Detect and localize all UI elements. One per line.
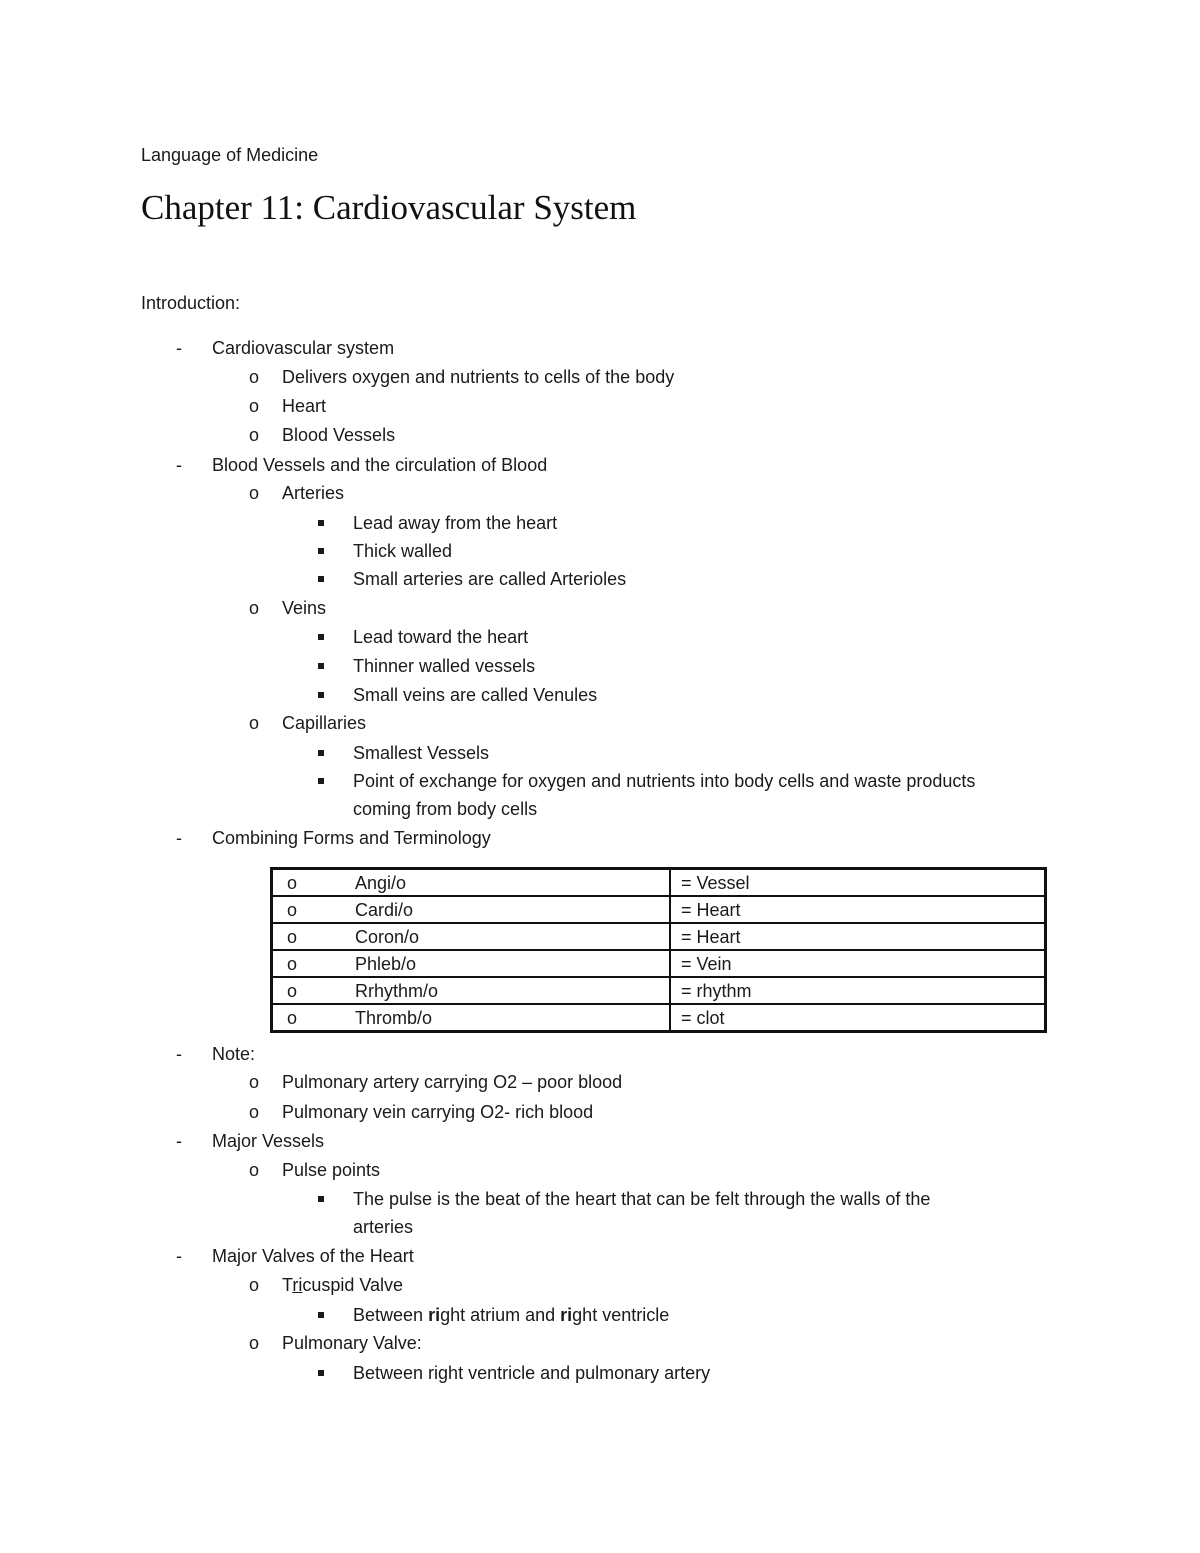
list-item: Major Vessels xyxy=(212,1131,325,1151)
list-item-continuation: coming from body cells xyxy=(353,799,538,819)
meaning-cell: = Heart xyxy=(670,923,1046,950)
chapter-title: Chapter 11: Cardiovascular System xyxy=(141,188,637,227)
meaning-cell: = Vessel xyxy=(670,869,1046,897)
list-item: Cardiovascular system xyxy=(212,338,395,358)
combining-form: Phleb/o xyxy=(355,954,417,974)
combining-form: Cardi/o xyxy=(355,900,414,920)
dash-bullet: - xyxy=(176,455,182,475)
square-bullet xyxy=(318,684,328,706)
circle-bullet: o xyxy=(249,1160,260,1180)
list-item: Blood Vessels xyxy=(282,425,396,445)
dash-bullet: - xyxy=(176,1044,182,1064)
list-item: Thinner walled vessels xyxy=(353,656,536,676)
term-cell xyxy=(272,896,671,923)
circle-bullet: o xyxy=(249,396,260,416)
meaning-cell: = Vein xyxy=(670,950,1046,977)
list-item: Arteries xyxy=(282,483,345,503)
circle-bullet: o xyxy=(287,873,298,893)
list-item-continuation: arteries xyxy=(353,1217,414,1237)
circle-bullet: o xyxy=(249,1333,260,1353)
square-bullet xyxy=(318,626,328,648)
circle-bullet: o xyxy=(249,598,260,618)
list-item: Smallest Vessels xyxy=(353,743,490,763)
list-item: Delivers oxygen and nutrients to cells of the body xyxy=(282,367,675,387)
list-item: Major Valves of the Heart xyxy=(212,1246,414,1266)
meaning-cell: = Heart xyxy=(670,896,1046,923)
dash-bullet: - xyxy=(176,828,182,848)
term-cell xyxy=(272,977,671,1004)
list-item: Point of exchange for oxygen and nutrients into body cells and waste products xyxy=(353,771,976,791)
list-item: Small veins are called Venules xyxy=(353,685,598,705)
list-item: Between right atrium and right ventricle xyxy=(353,1305,670,1325)
section-heading: Introduction: xyxy=(141,293,241,313)
combining-form: Coron/o xyxy=(355,927,420,947)
circle-bullet: o xyxy=(249,713,260,733)
table-row xyxy=(272,896,1046,923)
list-item: Pulse points xyxy=(282,1160,381,1180)
list-item: Heart xyxy=(282,396,327,416)
circle-bullet: o xyxy=(287,981,298,1001)
list-item: Pulmonary vein carrying O2- rich blood xyxy=(282,1102,594,1122)
circle-bullet: o xyxy=(287,927,298,947)
square-bullet xyxy=(318,1362,328,1384)
combining-form: Angi/o xyxy=(355,873,407,893)
term-cell xyxy=(272,950,671,977)
square-bullet xyxy=(318,770,328,792)
circle-bullet: o xyxy=(249,1275,260,1295)
list-item: Small arteries are called Arterioles xyxy=(353,569,627,589)
combining-form: Thromb/o xyxy=(355,1008,433,1028)
list-item: Note: xyxy=(212,1044,256,1064)
circle-bullet: o xyxy=(287,900,298,920)
list-item: Combining Forms and Terminology xyxy=(212,828,491,848)
combining-forms-table xyxy=(270,867,1047,1033)
circle-bullet: o xyxy=(249,425,260,445)
meaning-cell: = clot xyxy=(670,1004,1046,1032)
circle-bullet: o xyxy=(249,1102,260,1122)
list-item: Pulmonary Valve: xyxy=(282,1333,422,1353)
list-item: Lead toward the heart xyxy=(353,627,529,647)
table-row xyxy=(272,950,1046,977)
square-bullet xyxy=(318,742,328,764)
square-bullet xyxy=(318,568,328,590)
list-item: Lead away from the heart xyxy=(353,513,558,533)
dash-bullet: - xyxy=(176,338,182,358)
circle-bullet: o xyxy=(287,1008,298,1028)
table-row xyxy=(272,869,1046,897)
square-bullet xyxy=(318,512,328,534)
list-item: Between right ventricle and pulmonary artery xyxy=(353,1363,711,1383)
list-item: Capillaries xyxy=(282,713,367,733)
term-cell xyxy=(272,923,671,950)
list-item-tricuspid: Tricuspid Valve xyxy=(282,1275,404,1295)
table-row xyxy=(272,1004,1046,1032)
circle-bullet: o xyxy=(249,483,260,503)
circle-bullet: o xyxy=(249,367,260,387)
table-row xyxy=(272,923,1046,950)
circle-bullet: o xyxy=(249,1072,260,1092)
list-item: Blood Vessels and the circulation of Blood xyxy=(212,455,548,475)
square-bullet xyxy=(318,655,328,677)
list-item: Pulmonary artery carrying O2 – poor blood xyxy=(282,1072,623,1092)
dash-bullet: - xyxy=(176,1131,182,1151)
list-item: The pulse is the beat of the heart that can be felt through the walls of the xyxy=(353,1189,931,1209)
list-item: Thick walled xyxy=(353,541,453,561)
meaning-cell: = rhythm xyxy=(670,977,1046,1004)
term-cell xyxy=(272,1004,671,1032)
square-bullet xyxy=(318,540,328,562)
term-cell xyxy=(272,869,671,897)
square-bullet xyxy=(318,1188,328,1210)
circle-bullet: o xyxy=(287,954,298,974)
combining-form: Rrhythm/o xyxy=(355,981,439,1001)
square-bullet xyxy=(318,1304,328,1326)
table-row xyxy=(272,977,1046,1004)
dash-bullet: - xyxy=(176,1246,182,1266)
document-subtitle: Language of Medicine xyxy=(141,145,319,165)
list-item: Veins xyxy=(282,598,327,618)
